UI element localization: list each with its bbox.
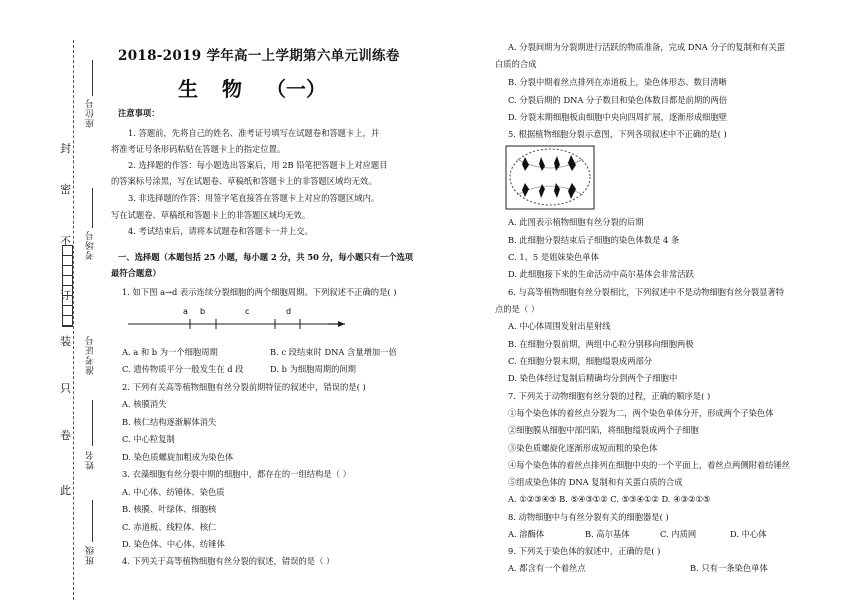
option: A. 中心体、纺锤体、染色质 <box>122 487 225 497</box>
question-5: 5. 根据植物细胞分裂示意图，下列各项叙述中不正确的是( ) <box>508 129 727 139</box>
option: C. 内质网 <box>660 529 697 539</box>
exam-room-field[interactable] <box>92 188 93 228</box>
option: D. 分裂末期细胞板由细胞中央向四周扩展，逐渐形成细胞壁 <box>508 112 728 122</box>
arrow-head-icon <box>338 321 345 327</box>
notice-line: 4. 考试结束后，请将本试题卷和答题卡一并上交。 <box>128 226 313 236</box>
name-label: 姓名 <box>86 450 96 470</box>
margin-char: 此 <box>60 484 71 497</box>
question-1: 1. 如下图 a→d 表示连续分裂细胞的两个细胞周期。下列叙述不正确的是( ) <box>122 287 397 297</box>
option: B. 在细胞分裂前期，两组中心粒分别移向细胞两极 <box>508 339 694 349</box>
margin-char: 不 <box>60 235 71 248</box>
margin-char: 装 <box>60 335 71 348</box>
options-row: A. ①②③④⑤ B. ⑤④③①② C. ⑤③④①② D. ④③②①⑤ <box>508 494 711 504</box>
option: B. 分裂中期着丝点排列在赤道板上，染色体形态、数目清晰 <box>508 77 727 87</box>
option: B. 此细胞分裂结束后子细胞的染色体数是 4 条 <box>508 235 680 245</box>
statement: ③染色质螺旋化逐渐形成短而粗的染色体 <box>508 443 658 453</box>
q1-cell-cycle-diagram <box>120 302 360 332</box>
question-8: 8. 动物细胞中与有丝分裂有关的细胞器是( ) <box>508 512 669 522</box>
ticket-number-label: 准考证号 <box>86 335 96 375</box>
question-6: 6. 与高等植物细胞有丝分裂相比，下列叙述中不是动物细胞有丝分裂显著特 <box>508 287 785 297</box>
option: B. c 段结束时 DNA 含量增加一倍 <box>270 347 397 357</box>
option: D. b 为细胞周期的间期 <box>270 364 356 374</box>
question-9: 9. 下列关于染色体的叙述中，正确的是( ) <box>508 546 661 556</box>
statement: ①每个染色体的着丝点分裂为二，两个染色单体分开，形成两个子染色体 <box>508 408 774 418</box>
option: C. 分裂后期的 DNA 分子数目和染色体数目都是前期的两倍 <box>508 95 728 105</box>
question-7: 7. 下列关于动物细胞有丝分裂的过程，正确的顺序是( ) <box>508 391 711 401</box>
name-field[interactable] <box>92 400 93 446</box>
option: C. 在细胞分裂末期，细胞缢裂成两部分 <box>508 356 653 366</box>
segment-label-d: d <box>286 307 292 316</box>
option: A. 此图表示植物细胞有丝分裂的后期 <box>508 217 644 227</box>
option: A. 中心体周围发射出星射线 <box>508 321 611 331</box>
option: B. 核仁结构逐渐解体消失 <box>122 417 217 427</box>
notice-line: 写在试题卷、草稿纸和答题卡上的非答题区域均无效。 <box>111 210 311 220</box>
option: D. 染色质螺旋加粗成为染色体 <box>122 452 234 462</box>
option: A. 核膜消失 <box>122 399 167 409</box>
notice-line: 将准考证号条形码粘贴在答题卡上的指定位置。 <box>111 144 286 154</box>
option: B. 只有一条染色单体 <box>690 563 768 573</box>
subject-title: 生 物 （一） <box>178 77 326 101</box>
option: D. 中心体 <box>730 529 767 539</box>
option: D. 染色体经过复制后精确均分到两个子细胞中 <box>508 373 678 383</box>
option: D. 此细胞接下来的生命活动中高尔基体会非常活跃 <box>508 269 694 279</box>
option: C. 1、5 是姐妹染色单体 <box>508 252 599 262</box>
option: C. 赤道板、线粒体、核仁 <box>122 522 217 532</box>
statement: ②细胞膜从细胞中部凹陷，将细胞缢裂成两个子细胞 <box>508 425 699 435</box>
segment-label-a: a <box>183 307 188 316</box>
question-4: 4. 下列关于高等植物细胞有丝分裂的叙述，错误的是（ ） <box>122 556 335 566</box>
margin-char: 卷 <box>60 429 71 442</box>
segment-label-c: c <box>245 307 250 316</box>
seat-number-label: 座位号 <box>86 98 96 128</box>
option: A. a 和 b 为一个细胞周期 <box>122 347 218 357</box>
question-2: 2. 下列有关高等植物细胞有丝分裂前期特征的叙述中，错误的是( ) <box>122 382 366 392</box>
option: B. 核膜、叶绿体、细胞核 <box>122 504 217 514</box>
class-label: 班级 <box>86 545 96 565</box>
question-6-cont: 点的是（ ） <box>495 304 540 314</box>
margin-char: 密 <box>60 183 71 196</box>
cut-line <box>73 40 74 600</box>
segment-label-b: b <box>200 307 206 316</box>
class-field[interactable] <box>92 500 93 542</box>
margin-char: 订 <box>60 289 71 302</box>
ticket-number-grid[interactable] <box>62 245 73 327</box>
margin-char: 只 <box>60 382 71 395</box>
option: A. 都含有一个着丝点 <box>508 563 586 573</box>
q5-cell-division-figure <box>505 145 595 210</box>
notice-line: 2. 选择题的作答：每小题选出答案后，用 2B 铅笔把答题卡上对应题目 <box>128 160 388 170</box>
figure-frame <box>506 146 594 209</box>
notice-line: 的答案标号涂黑，写在试题卷、草稿纸和答题卡上的非答题区域均无效。 <box>111 176 377 186</box>
option: B. 高尔基体 <box>585 529 630 539</box>
notice-line: 3. 非选择题的作答：用签字笔直接答在答题卡上对应的答题区域内。 <box>128 193 380 203</box>
binding-margin <box>0 0 100 607</box>
notice-line: 1. 答题前，先将自己的姓名、准考证号填写在试题卷和答题卡上，并 <box>128 128 380 138</box>
margin-char: 封 <box>60 142 71 155</box>
statement: ④每个染色体的着丝点排列在细胞中央的一个平面上，着丝点两侧附着纺锤丝 <box>508 460 791 470</box>
notice-heading: 注意事项： <box>118 108 160 118</box>
seat-number-field[interactable] <box>92 60 93 96</box>
statement: ⑤组成染色体的 DNA 复制和有关蛋白质的合成 <box>508 477 683 487</box>
option-cont: 白质的合成 <box>495 59 537 69</box>
exam-room-label: 考场号 <box>86 230 96 260</box>
question-3: 3. 衣藻细胞有丝分裂中期的细胞中，都存在的一组结构是（ ） <box>122 469 351 479</box>
option: C. 中心粒复制 <box>122 434 175 444</box>
exam-title: 2018-2019 学年高一上学期第六单元训练卷 <box>118 48 400 64</box>
option: A. 溶酶体 <box>508 529 545 539</box>
section-heading: 一、选择题（本题包括 25 小题，每小题 2 分，共 50 分，每小题只有一个选项 <box>118 252 414 262</box>
section-heading-cont: 最符合题意） <box>111 268 161 278</box>
option: C. 遗传物质平分一般发生在 d 段 <box>122 364 244 374</box>
option: A. 分裂间期为分裂期进行活跃的物质准备，完成 DNA 分子的复制和有关蛋 <box>508 42 786 52</box>
option: D. 染色体、中心体、纺锤体 <box>122 539 225 549</box>
